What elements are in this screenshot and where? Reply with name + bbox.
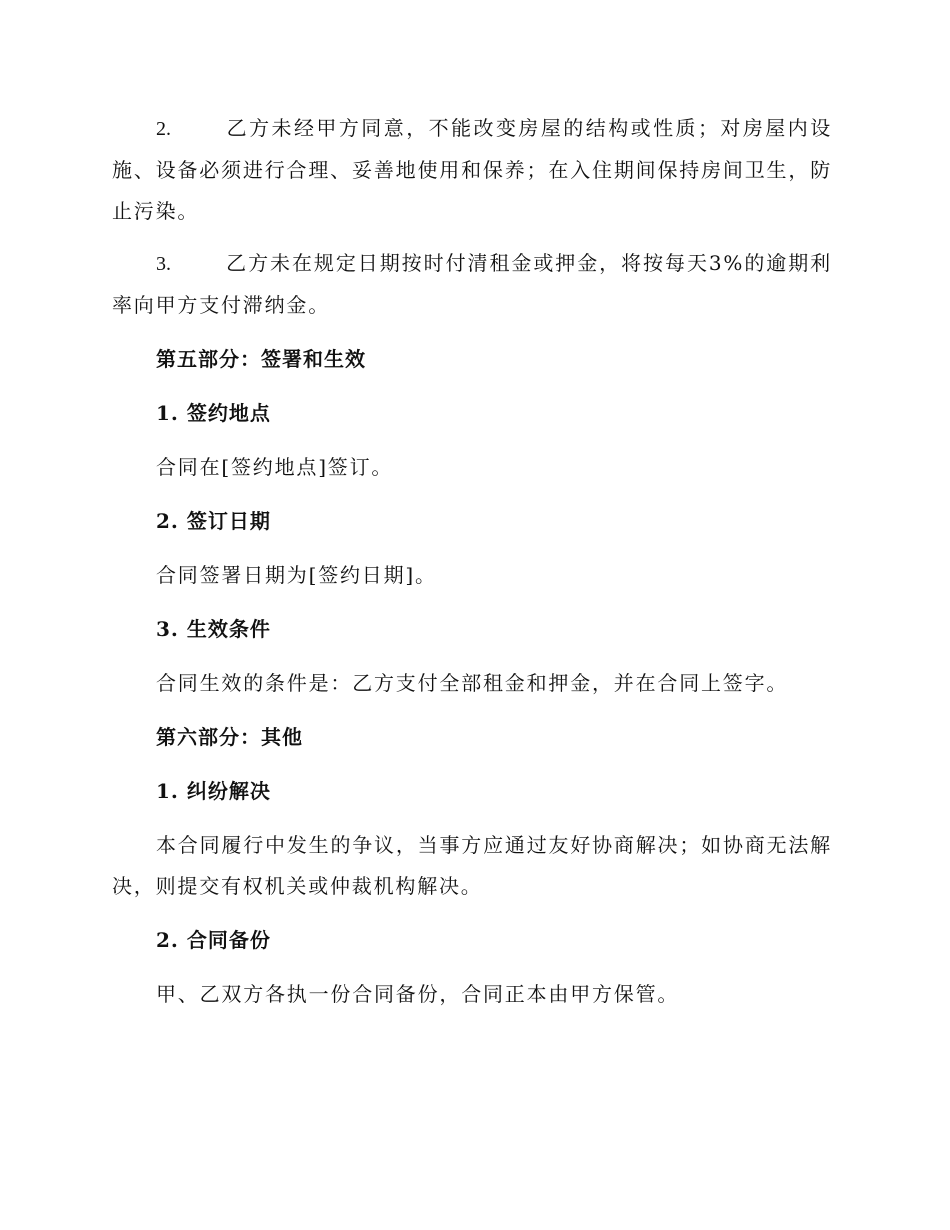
- section-effective-text: 合同生效的条件是：乙方支付全部租金和押金，并在合同上签字。: [156, 671, 789, 695]
- part6-title: 第六部分：其他: [156, 725, 303, 749]
- document-content: [112, 108, 832, 1015]
- section-signing-date-title: 2. 签订日期: [156, 509, 271, 533]
- clause-number: 2.: [156, 118, 171, 140]
- clause-number: 3.: [156, 253, 171, 275]
- part5-title: 第五部分：签署和生效: [156, 347, 366, 371]
- section-dispute-text: 本合同履行中发生的争议，当事方应通过友好协商解决；如协商无法解决，则提交有权机关或仲裁机构解决。: [112, 833, 832, 898]
- clause-text: 乙方未经甲方同意，不能改变房屋的结构或性质；对房屋内设施、设备必须进行合理、妥善地使用和保养；在入住期间保持房间卫生，防止污染。: [112, 116, 832, 223]
- section-effective-title: 3. 生效条件: [156, 617, 271, 641]
- section-signing-place-text: 合同在[签约地点]签订。: [156, 455, 394, 479]
- clause-text: 乙方未在规定日期按时付清租金或押金，将按每天3%的逾期利率向甲方支付滞纳金。: [112, 251, 832, 317]
- section-dispute-title: 1. 纠纷解决: [156, 779, 271, 803]
- section-backup-title: 2. 合同备份: [156, 928, 271, 952]
- section-backup-text: 甲、乙双方各执一份合同备份，合同正本由甲方保管。: [156, 982, 680, 1006]
- clause-2: [112, 108, 832, 232]
- section-signing-place-title: 1. 签约地点: [156, 401, 271, 425]
- clause-3: [112, 243, 832, 326]
- section-signing-date-text: 合同签署日期为[签约日期]。: [156, 563, 437, 587]
